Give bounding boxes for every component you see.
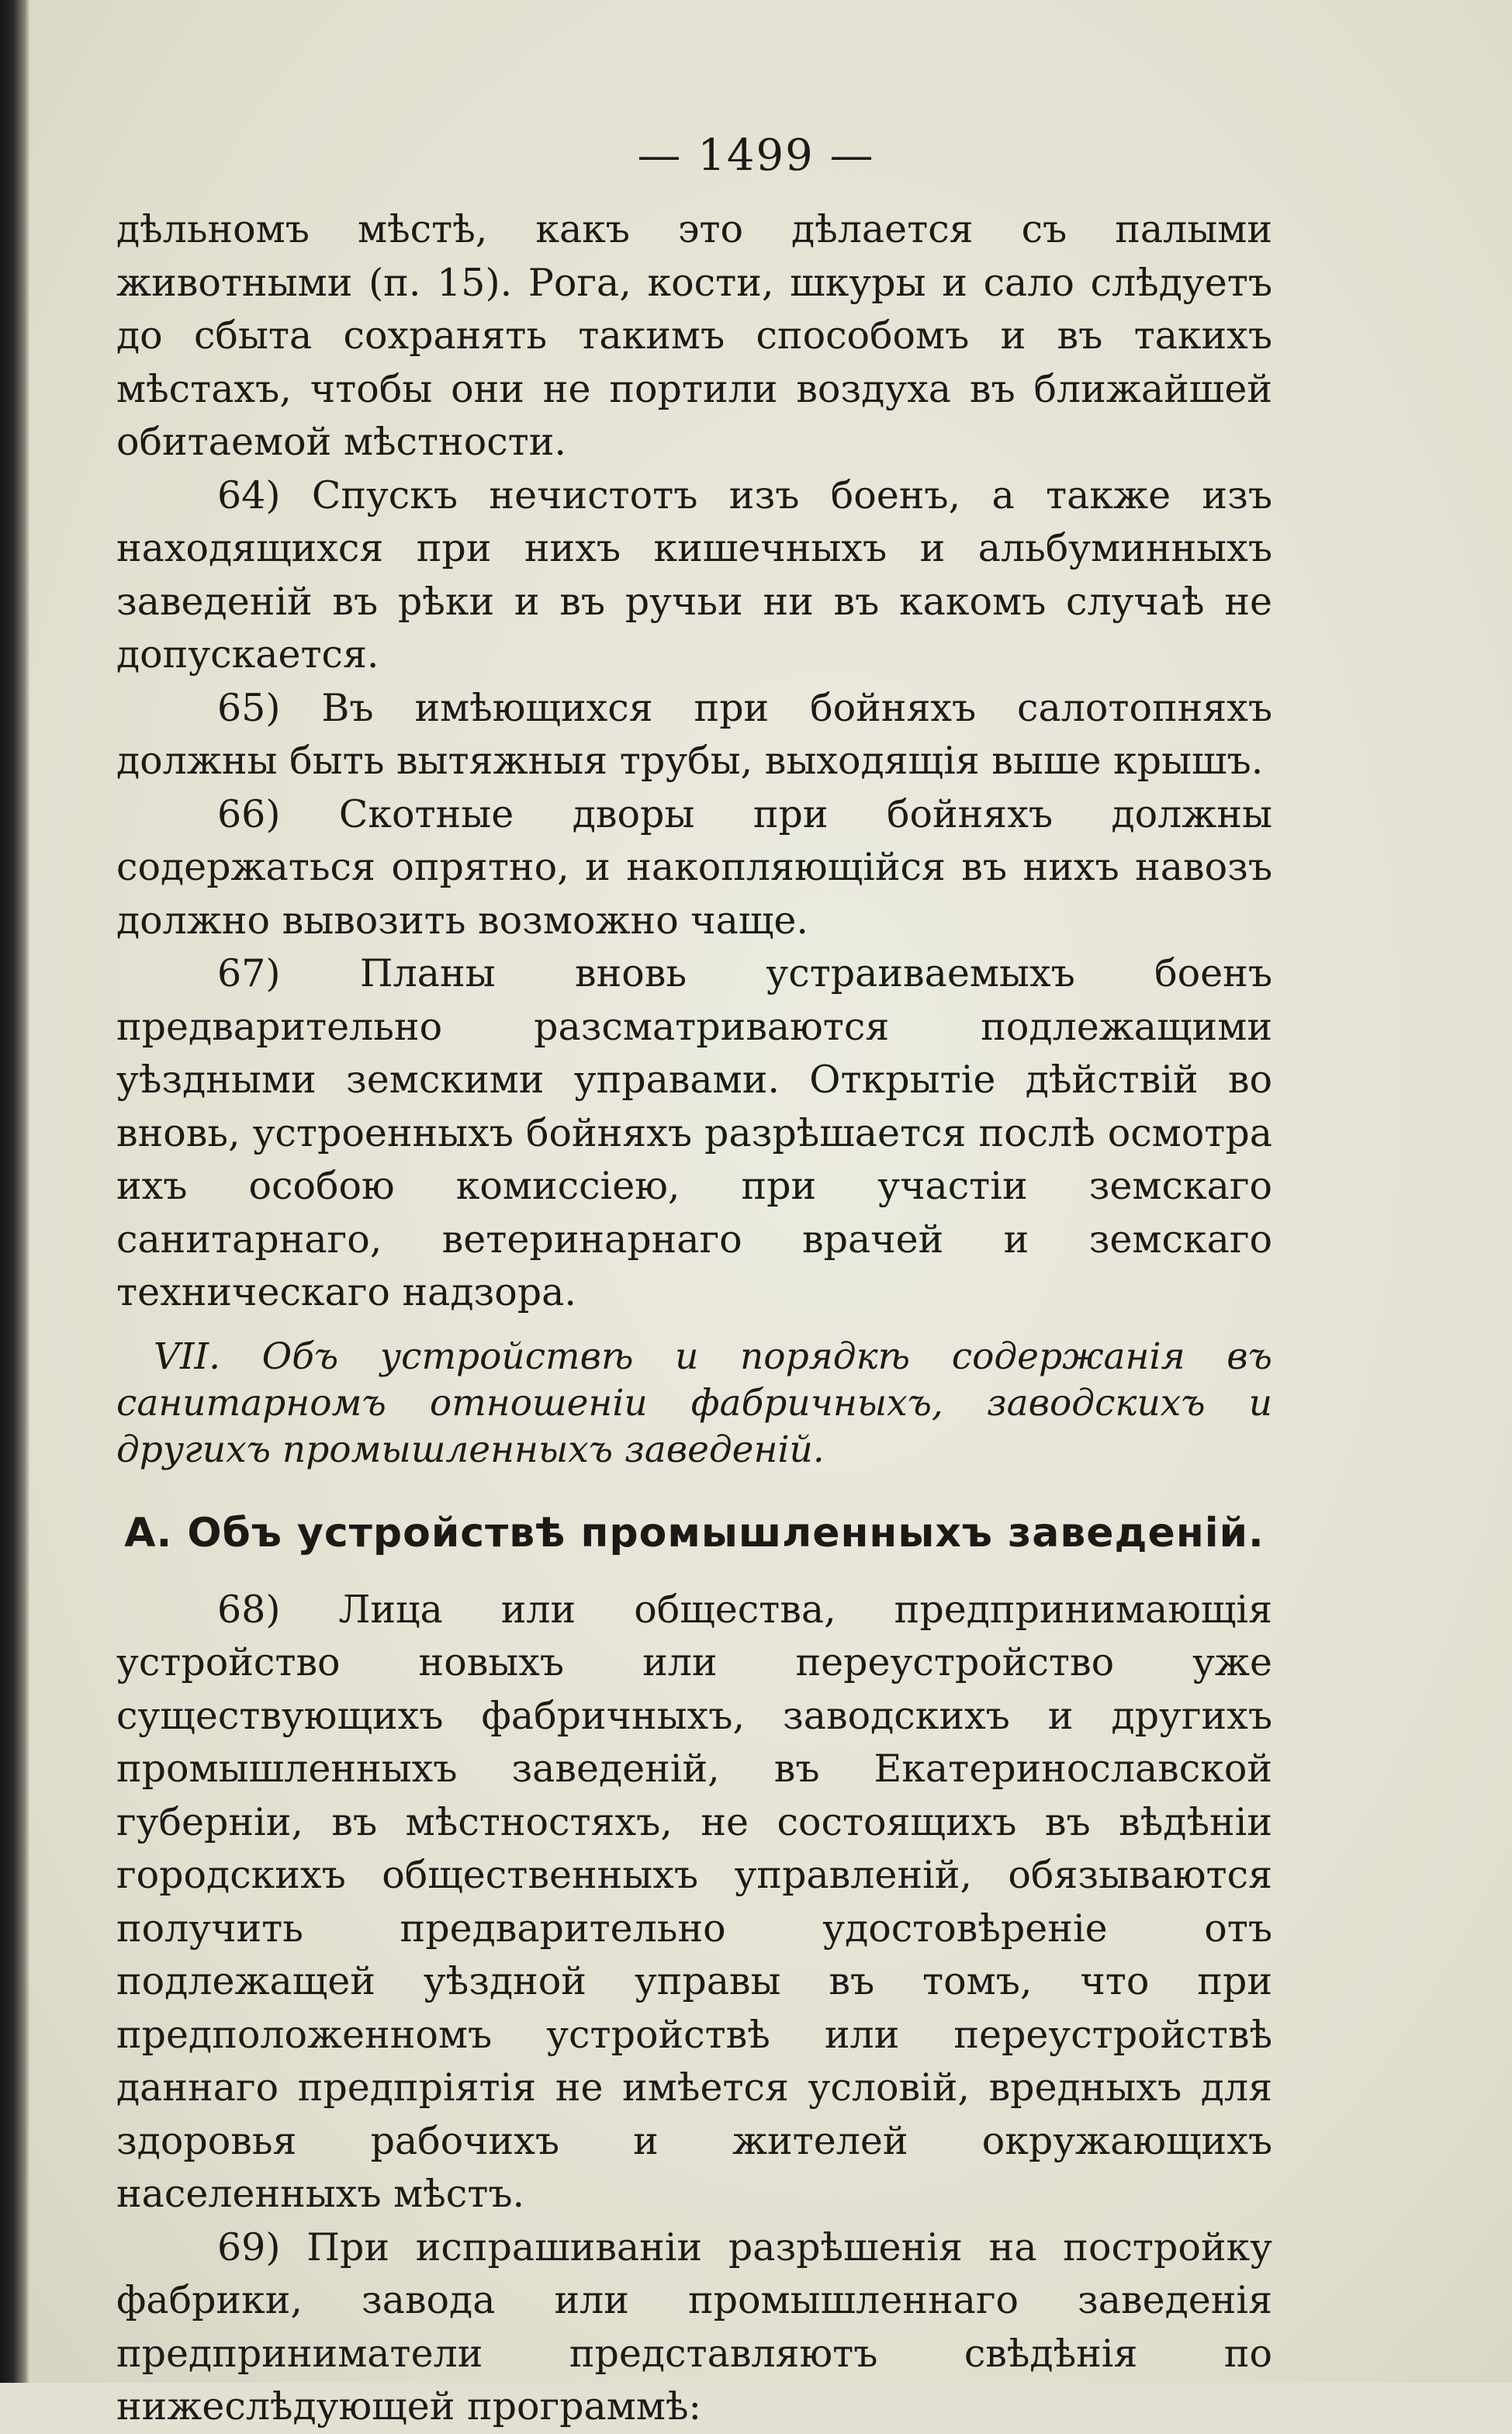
paragraph-68: 68) Лица или общества, предпринимающія устройство новыхъ или переустройство уже существующихъ фабричныхъ, заводскихъ и другихъ промышленныхъ заведеній, въ Екатеринославской губерніи, въ мѣстностяхъ, не состоящихъ въ вѣдѣніи городскихъ общественныхъ управленій, обязываются получить предварительно удостовѣреніе отъ подлежащей уѣздной управы въ томъ, что при предположенномъ устройствѣ или переустройствѣ даннаго предпріятія не имѣется условій, вредныхъ для здоровья рабочихъ и жителей окружающихъ населенныхъ мѣстъ. — [116, 1587, 1272, 2216]
paragraph-69: 69) При испрашиваніи разрѣшенія на постройку фабрики, завода или промышленнаго заведенія предприниматели представляютъ свѣдѣнія по нижеслѣдующей программѣ: — [116, 2225, 1272, 2429]
page-number: — 1499 — — [637, 130, 875, 181]
paragraph-66: 66) Скотные дворы при бойняхъ должны содержаться опрятно, и накопляющійся въ нихъ навозъ должно вывозить возможно чаще. — [116, 791, 1272, 943]
body-text — [116, 203, 1272, 2434]
paragraph-67: 67) Планы вновь устраиваемыхъ боенъ предварительно разсматриваются подлежащими уѣздными земскими управами. Открытіе дѣйствій во вновь, устроенныхъ бойняхъ разрѣшается послѣ осмотра ихъ особою комиссіею, при участіи земскаго санитарнаго, ветеринарнаго врачей и земскаго техническаго надзора. — [116, 951, 1272, 1314]
paragraph-64: 64) Спускъ нечистотъ изъ боенъ, а также изъ находящихся при нихъ кишечныхъ и альбуминныхъ заведеній въ рѣки и въ ручьи ни въ какомъ случаѣ не допускается. — [116, 473, 1272, 677]
section-title: VII. Объ устройствѣ и порядкѣ содержанія въ санитарномъ отношеніи фабричныхъ, заводскихъ и другихъ промышленныхъ заведеній. — [116, 1335, 1272, 1471]
book-binding-edge — [0, 0, 29, 2383]
subheading: А. Объ устройствѣ промышленныхъ заведеній. — [124, 1509, 1265, 1556]
paragraph-continuation: дѣльномъ мѣстѣ, какъ это дѣлается съ палыми животными (п. 15). Рога, кости, шкуры и сало слѣдуетъ до сбыта сохранять такимъ способомъ и въ такихъ мѣстахъ, чтобы они не портили воздуха въ ближайшей обитаемой мѣстности. — [116, 207, 1272, 464]
paragraph-65: 65) Въ имѣющихся при бойняхъ салотопняхъ должны быть вытяжныя трубы, выходящія выше крышъ. — [116, 685, 1272, 783]
